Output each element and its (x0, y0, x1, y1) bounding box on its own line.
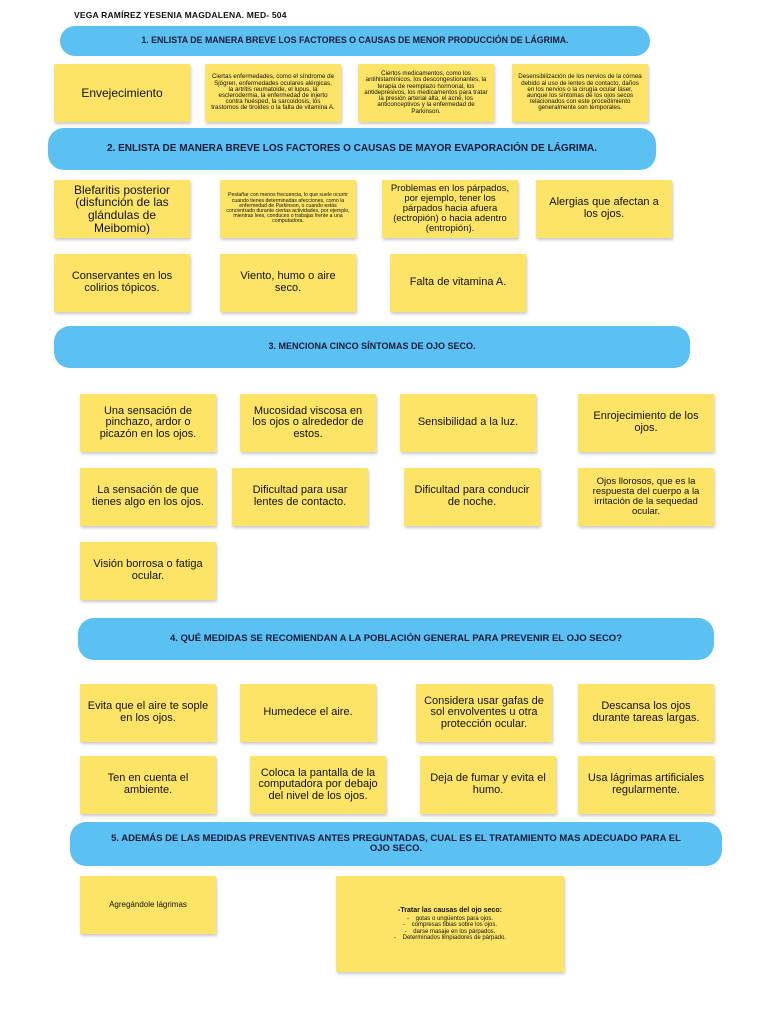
note-evita-aire: Evita que el aire te sople en los ojos. (80, 684, 216, 742)
note-humedece: Humedece el aire. (240, 684, 376, 742)
section-5-title: 5. ADEMÁS DE LAS MEDIDAS PREVENTIVAS ANTES PREGUNTADAS, CUAL ES EL TRATAMIENTO MAS ADECUADO PARA EL OJO SECO. (70, 822, 722, 866)
note-enfermedades: Ciertas enfermedades, como el síndrome de Sjögren, enfermedades oculares alérgicas, la artritis reumatoide, el lupus, la esclerodermia, la enfermedad de injerto contra huésped, la sarcoidosis, los trastornos de tiroides o la falta de vitamina A. (205, 64, 341, 122)
note-descansa-ojos: Descansa los ojos durante tareas largas. (578, 684, 714, 742)
note-viento: Viento, humo o aire seco. (220, 254, 356, 312)
note-conservantes: Conservantes en los colirios tópicos. (54, 254, 190, 312)
note-pinchazo: Una sensación de pinchazo, ardor o picazón en los ojos. (80, 394, 216, 452)
note-agregandole-lagrimas: Agregándole lágrimas (80, 876, 216, 934)
note-pestanar: Pestañar con menos frecuencia, lo que suele ocurrir cuando tienes determinadas afecciones, como la enfermedad de Parkinson, o cuando estás concentrado durante ciertas actividades, por ejemplo, mientras lees, conduces o trabajas frente a una computadora. (220, 180, 356, 238)
section-1-title: 1. ENLISTA DE MANERA BREVE LOS FACTORES O CAUSAS DE MENOR PRODUCCIÓN DE LÁGRIMA. (60, 26, 650, 56)
note-vitamina-a: Falta de vitamina A. (390, 254, 526, 312)
note-parpados: Problemas en los párpados, por ejemplo, tener los párpados hacia afuera (ectropión) o hacia adentro (entropión). (382, 180, 518, 238)
note-envejecimiento: Envejecimiento (54, 64, 190, 122)
author-name: VEGA RAMÍREZ YESENIA MAGDALENA. MED- 504 (74, 10, 287, 20)
note-pantalla: Coloca la pantalla de la computadora por debajo del nivel de los ojos. (250, 756, 386, 814)
note-mucosidad: Mucosidad viscosa en los ojos o alrededor de estos. (240, 394, 376, 452)
note-desensibilizacion: Desensibilización de los nervios de la córnea debido al uso de lentes de contacto, daños en los nervios o la cirugía ocular láser, aunque los síntomas de los ojos secos relacionados con este procedimiento generalmente son temporales. (512, 64, 648, 122)
note-sensibilidad-luz: Sensibilidad a la luz. (400, 394, 536, 452)
treatment-item: - gotas o ungüentos para ojos. (394, 916, 506, 922)
note-enrojecimiento: Enrojecimiento de los ojos. (578, 394, 714, 452)
note-alergias: Alergias que afectan a los ojos. (536, 180, 672, 238)
section-3-title: 3. MENCIONA CINCO SÍNTOMAS DE OJO SECO. (54, 326, 690, 368)
note-ojos-llorosos: Ojos llorosos, que es la respuesta del cuerpo a la irritación de la sequedad ocular. (578, 468, 714, 526)
section-2-title: 2. ENLISTA DE MANERA BREVE LOS FACTORES O CAUSAS DE MAYOR EVAPORACIÓN DE LÁGRIMA. (48, 128, 656, 170)
treatment-item: - compresas tibias sobre los ojos. (394, 922, 506, 928)
treatment-item: - darse masaje en los párpados. (394, 929, 506, 935)
note-sensacion-algo: La sensación de que tienes algo en los ojos. (80, 468, 216, 526)
note-ambiente: Ten en cuenta el ambiente. (80, 756, 216, 814)
note-lagrimas-artificiales: Usa lágrimas artificiales regularmente. (578, 756, 714, 814)
note-fumar: Deja de fumar y evita el humo. (420, 756, 556, 814)
note-gafas-sol: Considera usar gafas de sol envolventes u otra protección ocular. (416, 684, 552, 742)
note-conducir-noche: Dificultad para conducir de noche. (404, 468, 540, 526)
treatment-list (394, 916, 506, 941)
note-medicamentos: Ciertos medicamentos, como los antihistamínicos, los descongestionantes, la terapia de reemplazo hormonal, los antidepresivos, los medicamentos para tratar la presión arterial alta, el acné, los anticonceptivos y la enfermedad de Parkinson. (358, 64, 494, 122)
note-blefaritis: Blefaritis posterior (disfunción de las glándulas de Meibomio) (54, 180, 190, 238)
section-4-title: 4. QUÉ MEDIDAS SE RECOMIENDAN A LA POBLACIÓN GENERAL PARA PREVENIR EL OJO SECO? (78, 618, 714, 660)
note-lentes-contacto: Dificultad para usar lentes de contacto. (232, 468, 368, 526)
note-vision-borrosa: Visión borrosa o fatiga ocular. (80, 542, 216, 600)
treatment-list-title: -Tratar las causas del ojo seco: (398, 906, 502, 914)
treatment-item: - Determinados limpiadores de párpado. (394, 935, 506, 941)
note-tratar-causas (336, 876, 564, 972)
